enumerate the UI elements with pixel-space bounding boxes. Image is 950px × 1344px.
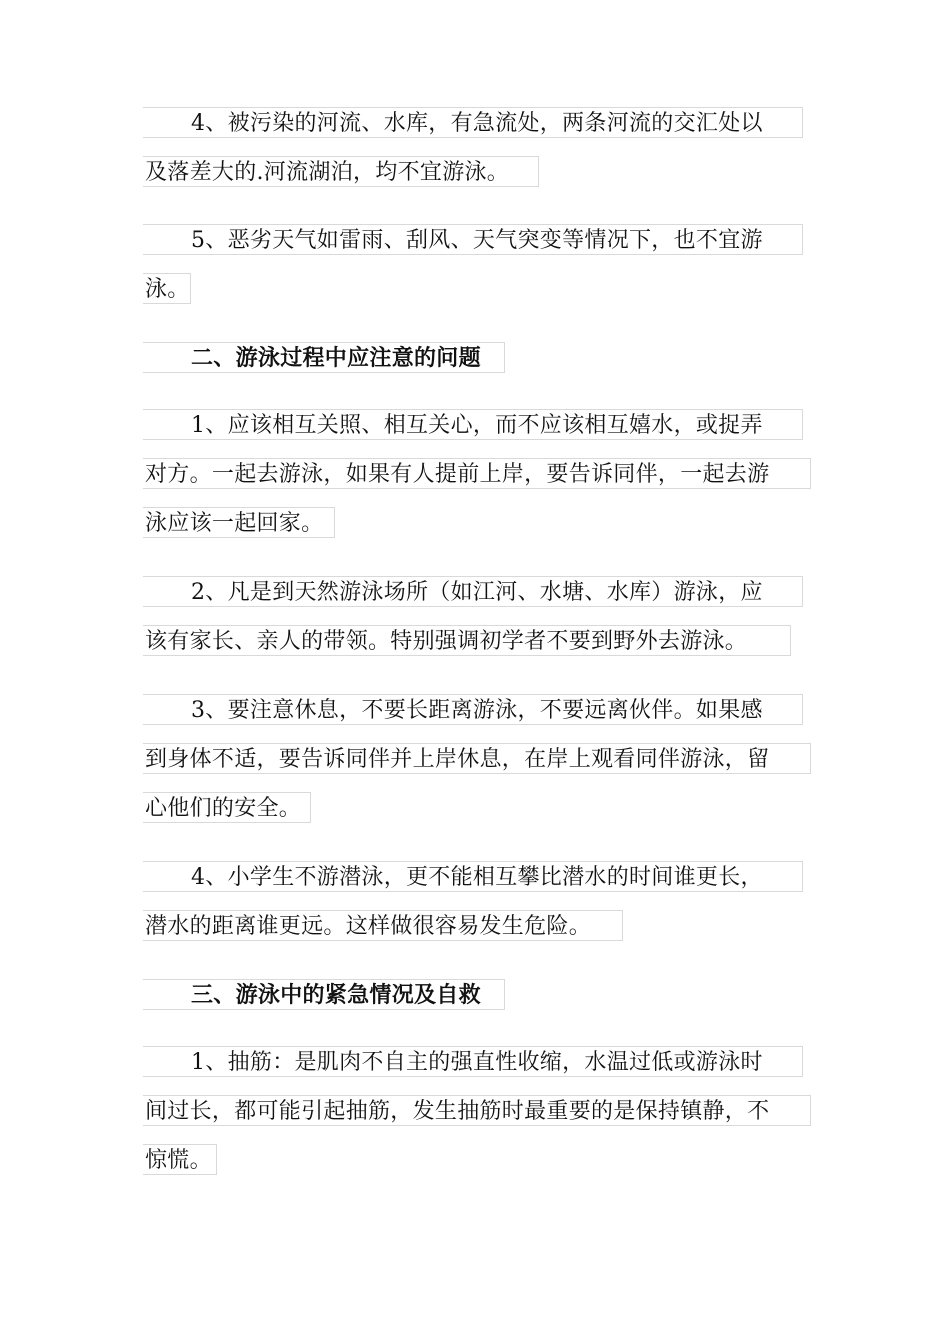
paragraph-line: 惊慌。 — [143, 1144, 217, 1175]
paragraph-line: 及落差大的.河流湖泊，均不宜游泳。 — [143, 156, 539, 187]
paragraph-line: 4、被污染的河流、水库，有急流处，两条河流的交汇处以 — [143, 107, 803, 138]
paragraph-1-cramps — [143, 1046, 811, 1175]
paragraph-line: 潜水的距离谁更远。这样做很容易发生危险。 — [143, 910, 623, 941]
paragraph-line: 3、要注意休息，不要长距离游泳，不要远离伙伴。如果感 — [143, 694, 803, 725]
paragraph-line: 该有家长、亲人的带领。特别强调初学者不要到野外去游泳。 — [143, 625, 791, 656]
paragraph-line: 到身体不适，要告诉同伴并上岸休息，在岸上观看同伴游泳，留 — [143, 743, 811, 774]
section-heading-2 — [143, 342, 505, 373]
paragraph-line: 泳。 — [143, 273, 191, 304]
paragraph-line: 5、恶劣天气如雷雨、刮风、天气突变等情况下，也不宜游 — [143, 224, 803, 255]
paragraph-line: 对方。一起去游泳，如果有人提前上岸，要告诉同伴，一起去游 — [143, 458, 811, 489]
paragraph-line: 2、凡是到天然游泳场所（如江河、水塘、水库）游泳，应 — [143, 576, 803, 607]
paragraph-line: 1、抽筋：是肌肉不自主的强直性收缩，水温过低或游泳时 — [143, 1046, 803, 1077]
section-heading: 三、游泳中的紧急情况及自救 — [143, 979, 505, 1010]
paragraph-line: 心他们的安全。 — [143, 792, 311, 823]
paragraph-4-diving — [143, 861, 803, 941]
paragraph-line: 1、应该相互关照、相互关心，而不应该相互嬉水，或捉弄 — [143, 409, 803, 440]
section-heading: 二、游泳过程中应注意的问题 — [143, 342, 505, 373]
paragraph-line: 4、小学生不游潜泳，更不能相互攀比潜水的时间谁更长， — [143, 861, 803, 892]
section-heading-3 — [143, 979, 505, 1010]
paragraph-5-bad-weather — [143, 224, 803, 304]
paragraph-line: 间过长，都可能引起抽筋，发生抽筋时最重要的是保持镇静，不 — [143, 1095, 811, 1126]
paragraph-line: 泳应该一起回家。 — [143, 507, 335, 538]
paragraph-1-mutual-care — [143, 409, 811, 538]
paragraph-2-natural-venues — [143, 576, 803, 656]
paragraph-4-polluted-rivers — [143, 107, 803, 187]
paragraph-3-rest — [143, 694, 811, 823]
